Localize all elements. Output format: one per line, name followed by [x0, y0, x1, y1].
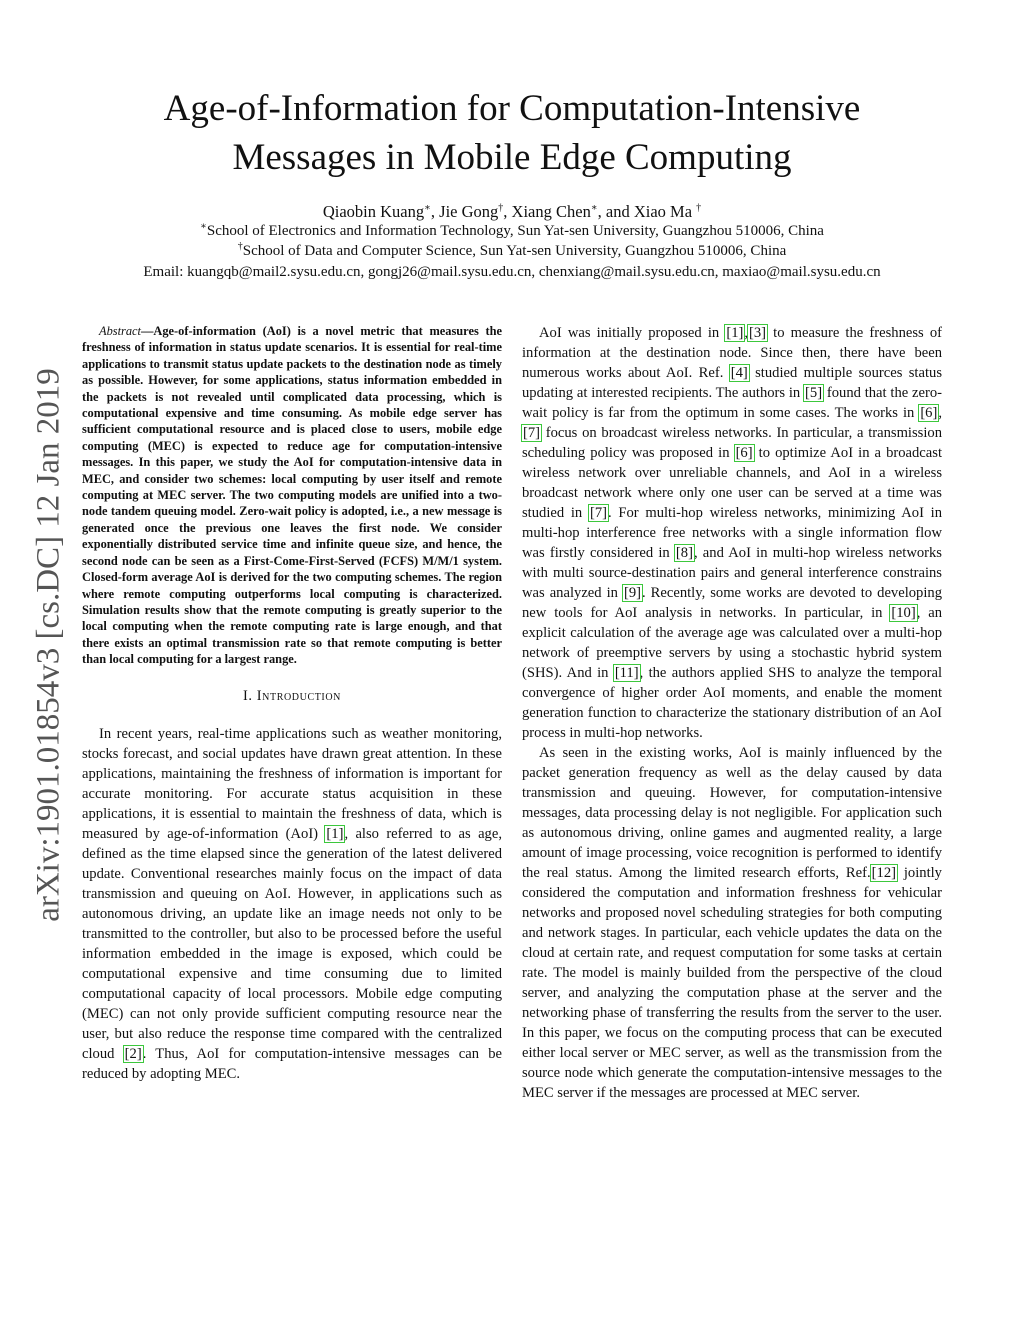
abstract-label: Abstract: [99, 324, 141, 338]
paragraph-text: In recent years, real-time applications such as weather monitoring, stocks forecast, and social updates have drawn great attention. In these applications, maintaining the freshness of information is important for accurate monitoring. For accurate status acquisition in these applications, it is essential to maintain the freshness of data, which is measured by age-of-information (AoI): [82, 725, 502, 842]
citation-link[interactable]: [10]: [891, 605, 916, 621]
affiliation-mark: †: [498, 202, 504, 214]
arxiv-identifier: arXiv:1901.01854v3 [cs.DC] 12 Jan 2019: [30, 368, 67, 922]
paragraph-text: . Thus, AoI for computation-intensive messages can be reduced by adopting MEC.: [82, 1045, 502, 1082]
paragraph-text: , an explicit calculation of the average age was calculated over a multi-hop network of preemptive servers by using a stochastic hybrid system (SHS). And in: [522, 605, 942, 681]
intro-paragraph: [82, 724, 502, 1084]
title-line-2: Messages in Mobile Edge Computing: [232, 137, 792, 178]
affiliation-mark: ∗: [200, 221, 207, 232]
paper-title: [0, 84, 1024, 182]
paragraph-text: As seen in the existing works, AoI is mainly influenced by the packet generation frequency as well as the delay caused by data transmission and queuing. However, for computation-intensive messages, data processing delay is not negligible. For application such as autonomous driving, online games and augmented reality, a large amount of image processing, voice recognition is performed to identify the real status. Among the limited research efforts, Ref.: [522, 745, 942, 881]
paragraph-text: to measure the freshness of information at the destination node. Since then, there have been numerous works about AoI. Ref.: [522, 325, 942, 381]
affiliation-mark: ∗: [590, 202, 598, 214]
paragraph-text: . Recently, some works are devoted to developing new tools for AoI analysis in networks. In particular, in: [522, 585, 942, 621]
paragraph-text: . For multi-hop wireless networks, minimizing AoI in multi-hop interference free networks with a single information flow was firstly considered in: [522, 505, 942, 561]
citation-link[interactable]: [4]: [730, 365, 748, 381]
citation-link[interactable]: [7]: [589, 505, 607, 521]
right-column: [522, 323, 942, 1103]
section-title: Introduction: [256, 687, 341, 704]
paragraph-text: , also referred to as age, defined as the time elapsed since the generation of the latest delivered update. Conventional researches mainly focus on the impact of data transmission and queuing on AoI. However, in applications such as autonomous driving, an update like an image needs not only to be transmitted to the controller, but also to be processed before the useful information embedded in the image is exposed, which could be computational expensive and time consuming due to limited computational capacity of local processors. Mobile edge computing (MEC) can not only provide sufficient computing resource near the user, but also reduce the response time compared with the centralized cloud: [82, 825, 502, 1062]
citation-link[interactable]: [7]: [523, 425, 541, 441]
citation-link[interactable]: [2]: [124, 1045, 142, 1062]
paragraph-text: found that the zero-wait policy is far from the optimum in some cases. The works in: [522, 385, 942, 421]
title-line-1: Age-of-Information for Computation-Intensive: [163, 88, 861, 129]
motivation-paragraph: [522, 743, 942, 1103]
paragraph-text: ,: [744, 325, 749, 341]
citation-link[interactable]: [9]: [623, 585, 641, 601]
citation-link[interactable]: [1]: [726, 325, 744, 341]
citation-link[interactable]: [5]: [805, 385, 823, 401]
paragraph-text: studied multiple sources status updating at interested recipients. The authors in: [522, 365, 942, 401]
citation-link[interactable]: [6]: [735, 445, 753, 461]
abstract-text: —Age-of-information (AoI) is a novel metric that measures the freshness of information in status update scenarios. It is essential for real-time applications to transmit status update packets to the destination node as timely as possible. However, for some applications, status information embedded in the packets is not revealed until complicated data processing, which is computational expensive and time consuming. As mobile edge server has sufficient computational resource and is placed close to users, mobile edge computing (MEC) is expected to reduce age for computation-intensive messages. In this paper, we study the AoI for computation-intensive data in MEC, and consider two schemes: local computing by user itself and remote computing at MEC server. The two computing models are unified into a two-node tandem queuing model. Zero-wait policy is adopted, i.e., a new message is generated once the previous one leaves the first node. We consider exponentially distributed service time and infinite queue size, and hence, the second node can be seen as a First-Come-First-Served (FCFS) M/M/1 system. Closed-form average AoI is derived for the two computing schemes. The region where remote computing outperforms local computing is characterized. Simulation results show that the remote computing is greatly superior to the local computing when the remote computing rate is large enough, and that there exists an optimal transmission rate so that remote computing is better than local computing for a largest range.: [82, 324, 502, 667]
paragraph-text: AoI was initially proposed in: [539, 325, 726, 341]
section-heading: [82, 686, 502, 706]
related-work-paragraph: [522, 323, 942, 743]
citation-link[interactable]: [8]: [675, 545, 693, 561]
paragraph-text: ,: [938, 405, 942, 421]
author-name: Qiaobin Kuang: [322, 202, 425, 221]
author-list: Qiaobin Kuang∗, Jie Gong†, Xiang Chen∗, and Xiao Ma †: [322, 202, 702, 221]
left-column: [82, 323, 502, 1084]
affiliation-text: School of Data and Computer Science, Sun Yat-sen University, Guangzhou 510006, China: [242, 243, 787, 259]
citation-link[interactable]: [3]: [749, 325, 767, 341]
author-name: Xiang Chen: [511, 202, 591, 221]
section-number: I.: [242, 687, 253, 704]
citation-link[interactable]: [1]: [326, 825, 344, 842]
affiliation-text: School of Electronics and Information Technology, Sun Yat-sen University, Guangzhou 510006, China: [206, 223, 824, 239]
paragraph-text: to optimize AoI in a broadcast wireless network over unreliable channels, and AoI in a wireless broadcast network where only one user can be served at a time was studied in: [522, 445, 942, 521]
author-name: Jie Gong: [439, 202, 499, 221]
citation-link[interactable]: [11]: [614, 665, 639, 681]
paragraph-text: , the authors applied SHS to analyze the temporal convergence of higher order AoI moments, and enable the moment generation function to characterize the stationary distribution of an AoI process in multi-hop networks.: [522, 665, 942, 741]
email-line: Email: kuangqb@mail2.sysu.edu.cn, gongj26@mail.sysu.edu.cn, chenxiang@mail.sysu.edu.cn, maxiao@mail.sysu.edu.cn: [143, 264, 881, 280]
affiliation-1: [0, 223, 1024, 240]
affiliation-2: [0, 243, 1024, 260]
author-name: Xiao Ma: [633, 202, 693, 221]
citation-link[interactable]: [6]: [920, 405, 938, 421]
affiliation-mark: †: [696, 202, 702, 214]
abstract: [82, 323, 502, 668]
affiliation-mark: †: [237, 241, 243, 252]
paragraph-text: jointly considered the computation and information freshness for vehicular networks and proposed novel scheduling strategies for both computing and network stages. In particular, each vehicle updates the data on the cloud at certain rate, and request computation for some tasks at certain rate. The model is mainly builded from the perspective of the cloud server, and analyzing the computation phase at the server and the networking phase of transferring the results from the server to the user. In this paper, we focus on the computing process that can be executed either local server or MEC server, as well as the transmission from the source node which generate the computation-intensive messages to the MEC server if the messages are processed at MEC server.: [522, 865, 942, 1101]
paragraph-text: , and AoI in multi-hop wireless networks with multi source-destination pairs and general interference constrains was analyzed in: [522, 545, 942, 601]
citation-link[interactable]: [12]: [871, 865, 896, 881]
affiliation-mark: ∗: [424, 202, 431, 214]
paragraph-text: focus on broadcast wireless networks. In particular, a transmission scheduling policy was proposed in: [522, 425, 942, 461]
